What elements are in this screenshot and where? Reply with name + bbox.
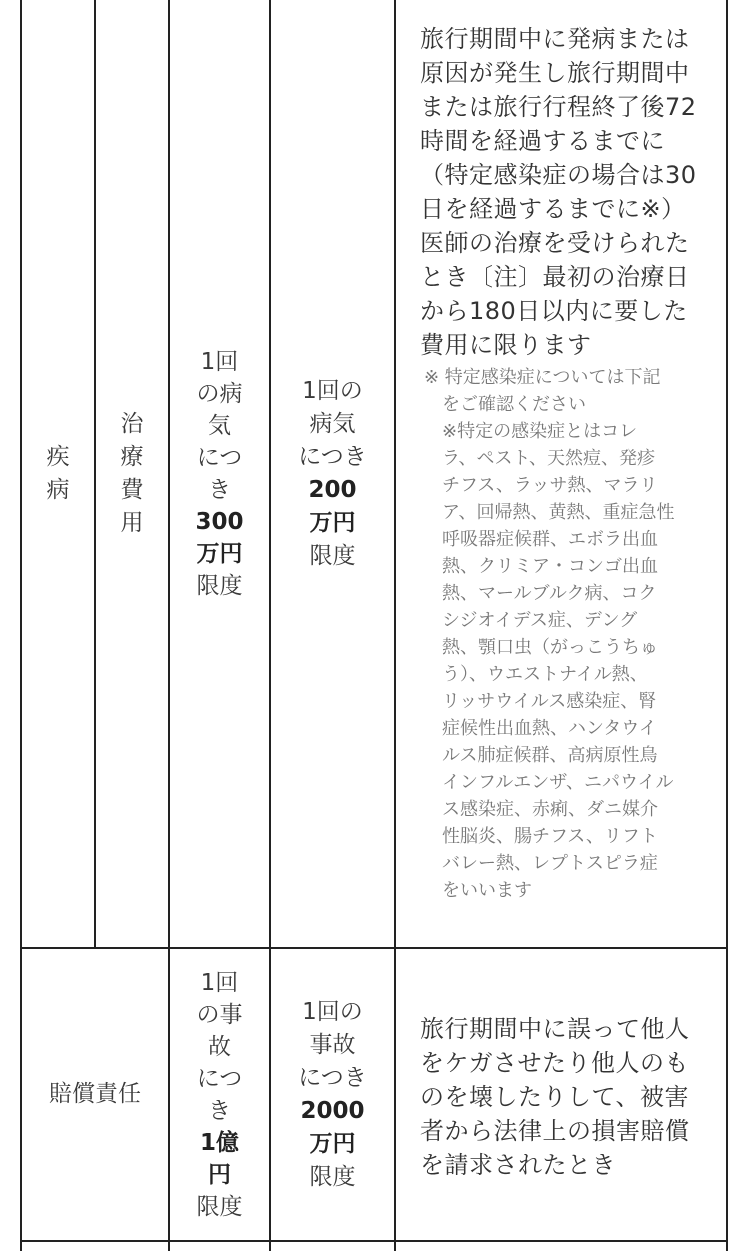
infectious-disease-note <box>424 364 675 904</box>
row-divider-2 <box>20 1240 728 1242</box>
item-char: 費 <box>120 476 144 503</box>
limit-amount: 200 <box>308 476 357 503</box>
note-line: 症候性出血熱、ハンタウイ <box>424 718 657 739</box>
limit-amount-unit: 万円 <box>309 1130 356 1157</box>
table-right-border <box>726 0 728 1251</box>
desc-line: をケガさせたり他人のも <box>420 1049 690 1077</box>
limit-amount: 300 <box>195 508 244 535</box>
limit-text: 1回の <box>302 377 363 404</box>
desc-line: 者から法律上の損害賠償 <box>420 1117 690 1145</box>
limit-text: につ <box>196 444 243 471</box>
desc-line: 費用に限ります <box>420 331 592 359</box>
column-divider-4 <box>394 0 396 1251</box>
note-line: ス感染症、赤痢、ダニ媒介 <box>424 799 658 820</box>
note-line: 呼吸器症候群、エボラ出血 <box>424 529 658 550</box>
treatment-cost-cell <box>96 0 168 947</box>
note-line: 熱、クリミア・コンゴ出血 <box>424 556 658 577</box>
limit-tail: 限度 <box>309 542 356 569</box>
desc-line: 日を経過するまでに※） <box>420 195 686 223</box>
desc-line: 旅行期間中に発病または <box>420 25 690 53</box>
note-line: う）、ウエストナイル熱、 <box>424 664 648 685</box>
illness-category-cell <box>22 0 94 947</box>
desc-line: 原因が発生し旅行期間中 <box>420 59 690 87</box>
limit-amount-unit: 万円 <box>309 509 356 536</box>
liability-description <box>420 1012 690 1182</box>
note-line: リッサウイルス感染症、腎 <box>424 691 657 712</box>
note-line: ルス肺症候群、高病原性鳥 <box>424 745 658 766</box>
item-char: 用 <box>120 509 144 536</box>
limit-text: につき <box>298 1064 367 1091</box>
item-char: 治 <box>120 410 144 437</box>
limit-amount: 2000 <box>300 1097 365 1124</box>
note-line: 性脳炎、腸チフス、リフト <box>424 826 658 847</box>
limit-text: 1回 <box>200 969 239 996</box>
category-label: 賠償責任 <box>49 1081 141 1107</box>
limit-tail: 限度 <box>196 1193 243 1220</box>
desc-line: 旅行期間中に誤って他人 <box>420 1015 690 1043</box>
illness-description <box>420 22 697 362</box>
desc-line: のを壊したりして、被害 <box>420 1083 690 1111</box>
note-line: バレー熱、レプトスピラ症 <box>424 853 658 874</box>
desc-line: 時間を経過するまでに <box>420 127 665 155</box>
desc-line: （特定感染症の場合は30 <box>420 161 697 189</box>
limit-amount-unit: 万円 <box>196 540 243 567</box>
limit-text: 事故 <box>309 1031 356 1058</box>
note-line: 熱、マールブルク病、コク <box>424 583 657 604</box>
limit-tail: 限度 <box>196 572 243 599</box>
note-line: シジオイデス症、デング <box>424 610 638 631</box>
note-line: ラ、ペスト、天然痘、発疹 <box>424 448 655 469</box>
category-char: 疾 <box>46 443 70 470</box>
limit-amount-unit: 円 <box>208 1161 231 1188</box>
limit-text: き <box>208 476 231 503</box>
limit-text: 病気 <box>309 410 356 437</box>
liability-limit-2-cell <box>271 949 394 1240</box>
note-line: ※ 特定感染症については下記 <box>424 367 661 388</box>
limit-text: につ <box>196 1065 243 1092</box>
note-line: ※特定の感染症とはコレ <box>424 421 638 442</box>
note-line: チフス、ラッサ熱、マラリ <box>424 475 658 496</box>
desc-line: または旅行行程終了後72 <box>420 93 697 121</box>
limit-text: の病 <box>196 380 243 407</box>
desc-line: を請求されたとき <box>420 1151 616 1179</box>
limit-text: 1回 <box>200 348 239 375</box>
limit-text: 故 <box>208 1033 231 1060</box>
note-line: 熱、顎口虫（がっこうちゅ <box>424 637 658 658</box>
limit-tail: 限度 <box>309 1163 356 1190</box>
item-char: 療 <box>120 443 144 470</box>
limit-text: の事 <box>196 1001 243 1028</box>
limit-text: 気 <box>208 412 231 439</box>
note-line: をご確認ください <box>424 394 586 415</box>
liability-category-cell <box>22 949 168 1240</box>
liability-limit-1-cell <box>170 949 269 1240</box>
desc-line: から180日以内に要した <box>420 297 688 325</box>
note-line: インフルエンザ、ニパウイル <box>424 772 674 793</box>
limit-text: き <box>208 1097 231 1124</box>
desc-line: 医師の治療を受けられた <box>420 229 690 257</box>
limit-text: につき <box>298 443 367 470</box>
limit-text: 1回の <box>302 998 363 1025</box>
desc-line: とき〔注〕最初の治療日 <box>420 263 690 291</box>
note-line: ア、回帰熱、黄熱、重症急性 <box>424 502 675 523</box>
illness-limit-1-cell <box>170 0 269 947</box>
note-line: をいいます <box>424 880 532 901</box>
category-char: 病 <box>46 476 70 503</box>
illness-limit-2-cell <box>271 0 394 947</box>
limit-amount: 1億 <box>199 1129 239 1156</box>
